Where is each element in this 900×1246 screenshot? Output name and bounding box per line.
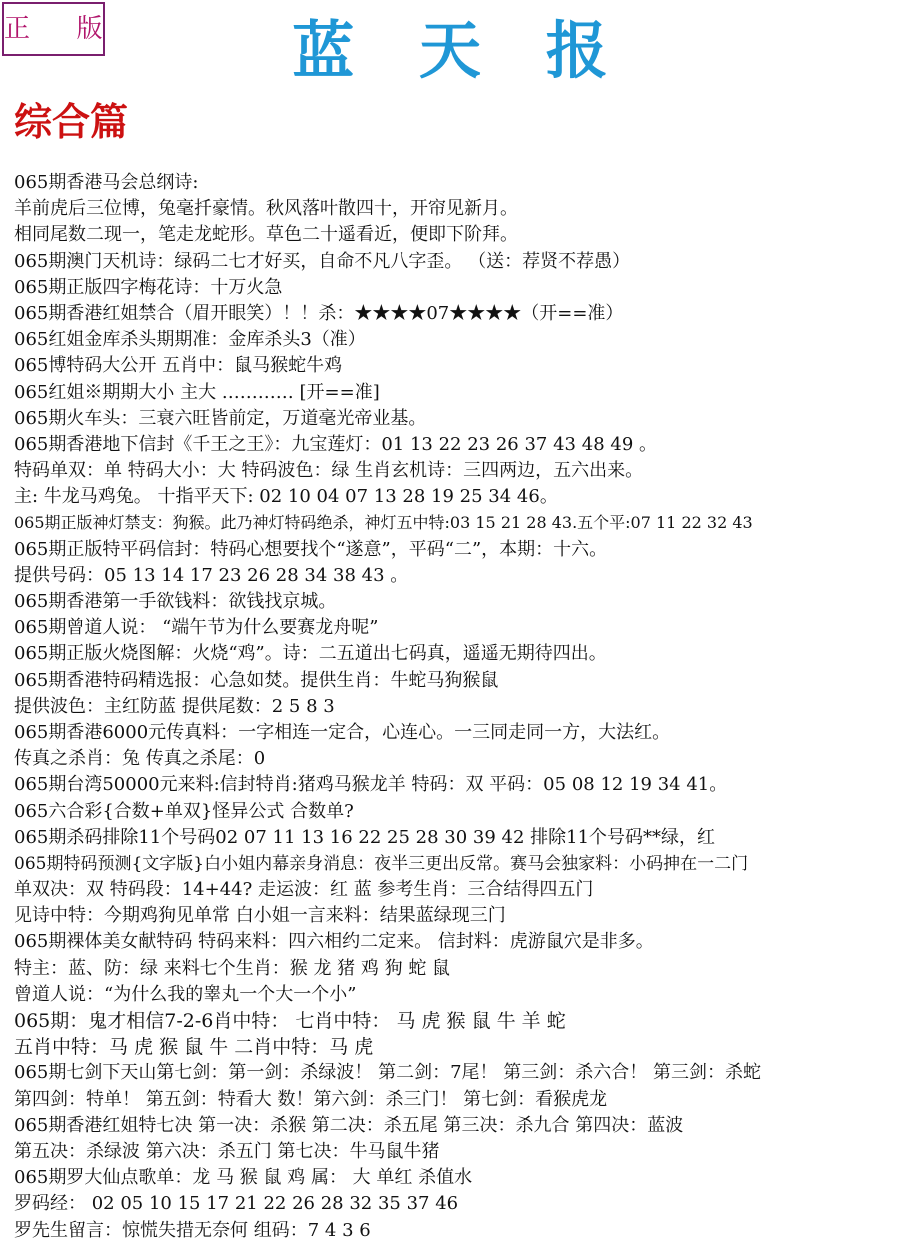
text-line: 相同尾数二现一，笔走龙蛇形。草色二十遥看近，便即下阶拜。 bbox=[14, 224, 518, 246]
text-line: 065期正版神灯禁支：狗猴。此乃神灯特码绝杀，神灯五中特:03 15 21 28 43.五个平:07 11 22 32 43 bbox=[14, 513, 753, 533]
text-line: 提供号码：05 13 14 17 23 26 28 34 38 43 。 bbox=[14, 564, 409, 586]
text-line: 提供波色：主红防蓝 提供尾数：2 5 8 3 bbox=[14, 695, 335, 717]
text-line: 065期香港6000元传真料：一字相连一定合，心连心。一三同走同一方，大法红。 bbox=[14, 721, 671, 743]
text-line: 065期曾道人说： “端午节为什么要赛龙舟呢” bbox=[14, 617, 379, 639]
text-line: 065期香港红姐特七决 第一决：杀猴 第二决：杀五尾 第三决：杀九合 第四决：蓝波 bbox=[14, 1114, 684, 1136]
text-line: 065期特码预测{文字版}白小姐内幕亲身消息：夜半三更出反常。赛马会独家料：小码抻在一二门 bbox=[14, 853, 749, 874]
text-line: 见诗中特：今期鸡狗见单常 白小姐一言来料：结果蓝绿现三门 bbox=[14, 905, 506, 927]
content-body bbox=[14, 170, 894, 1244]
text-line: 主: 牛龙马鸡兔。 十指平天下: 02 10 04 07 13 28 19 25 34 46。 bbox=[14, 486, 558, 508]
text-line: 单双决：双 特码段：14+44? 走运波：红 蓝 参考生肖：三合结得四五门 bbox=[14, 879, 594, 901]
section-title: 综合篇 bbox=[14, 99, 129, 144]
text-line: 065期澳门天机诗：绿码二七才好买，自命不凡八字歪。 （送：荐贤不荐愚） bbox=[14, 250, 631, 272]
text-line: 065期正版四字梅花诗：十万火急 bbox=[14, 276, 283, 298]
text-line: 065期香港红姐禁合（眉开眼笑）！！杀：★★★★07★★★★（开==准） bbox=[14, 302, 624, 324]
edition-badge: 正 版 bbox=[2, 2, 105, 56]
page-title: 蓝 天 报 bbox=[292, 14, 608, 87]
text-line: 特码单双：单 特码大小：大 特码波色：绿 生肖玄机诗：三四两边，五六出来。 bbox=[14, 460, 644, 482]
text-line: 065期七剑下天山第七剑：第一剑：杀绿波！ 第二剑：7尾！ 第三剑：杀六合！ 第三剑：杀蛇 bbox=[14, 1062, 761, 1084]
text-line: 065期：鬼才相信7-2-6肖中特： 七肖中特： 马 虎 猴 鼠 牛 羊 蛇 bbox=[14, 1010, 566, 1032]
text-line: 065期火车头：三衰六旺皆前定，万道毫光帝业基。 bbox=[14, 407, 427, 429]
text-line: 065期香港第一手欲钱料：欲钱找京城。 bbox=[14, 591, 337, 612]
text-line: 065期正版火烧图解：火烧“鸡”。诗：二五道出七码真，遥遥无期待四出。 bbox=[14, 643, 607, 665]
text-line: 第四剑：特单！ 第五剑：特看大 数！第六剑：杀三门！ 第七剑：看猴虎龙 bbox=[14, 1088, 608, 1110]
text-line: 羊前虎后三位博，兔毫扦豪情。秋风落叶散四十，开帘见新月。 bbox=[14, 198, 518, 220]
text-line: 065期香港马会总纲诗: bbox=[14, 172, 199, 193]
text-line: 065期裸体美女献特码 特码来料：四六相约二定来。 信封料：虎游鼠穴是非多。 bbox=[14, 931, 654, 953]
text-line: 曾道人说：“为什么我的睾丸一个大一个小” bbox=[14, 983, 357, 1005]
text-line: 特主：蓝、防：绿 来料七个生肖：猴 龙 猪 鸡 狗 蛇 鼠 bbox=[14, 957, 451, 979]
text-line: 065红姐金库杀头期期准：金库杀头3（准） bbox=[14, 329, 366, 351]
text-line: 第五决：杀绿波 第六决：杀五门 第七决：牛马鼠牛猪 bbox=[14, 1140, 440, 1162]
text-line: 五肖中特：马 虎 猴 鼠 牛 二肖中特：马 虎 bbox=[14, 1036, 374, 1059]
text-line: 065期杀码排除11个号码02 07 11 13 16 22 25 28 30 39 42 排除11个号码**绿，红 bbox=[14, 826, 716, 848]
text-line: 065红姐※期期大小 主大 ………… [开==准] bbox=[14, 381, 380, 403]
text-line: 065博特码大公开 五肖中：鼠马猴蛇牛鸡 bbox=[14, 355, 343, 377]
text-line: 罗码经： 02 05 10 15 17 21 22 26 28 32 35 37 46 bbox=[14, 1193, 459, 1215]
text-line: 065期香港地下信封《千王之王》：九宝莲灯：01 13 22 23 26 37 43 48 49 。 bbox=[14, 433, 657, 455]
text-line: 罗先生留言：惊慌失措无奈何 组码：7 4 3 6 bbox=[14, 1219, 371, 1241]
text-line: 065六合彩{合数+单双}怪异公式 合数单? bbox=[14, 800, 354, 822]
text-line: 065期罗大仙点歌单：龙 马 猴 鼠 鸡 属： 大 单红 杀值水 bbox=[14, 1167, 473, 1189]
text-line: 065期香港特码精选报：心急如焚。提供生肖：牛蛇马狗猴鼠 bbox=[14, 669, 499, 691]
text-line: 传真之杀肖：兔 传真之杀尾：0 bbox=[14, 748, 266, 770]
text-line: 065期正版特平码信封：特码心想要找个“遂意”，平码“二”，本期：十六。 bbox=[14, 538, 608, 560]
text-line: 065期台湾50000元来料:信封特肖:猪鸡马猴龙羊 特码：双 平码：05 08 12 19 34 41。 bbox=[14, 774, 728, 796]
